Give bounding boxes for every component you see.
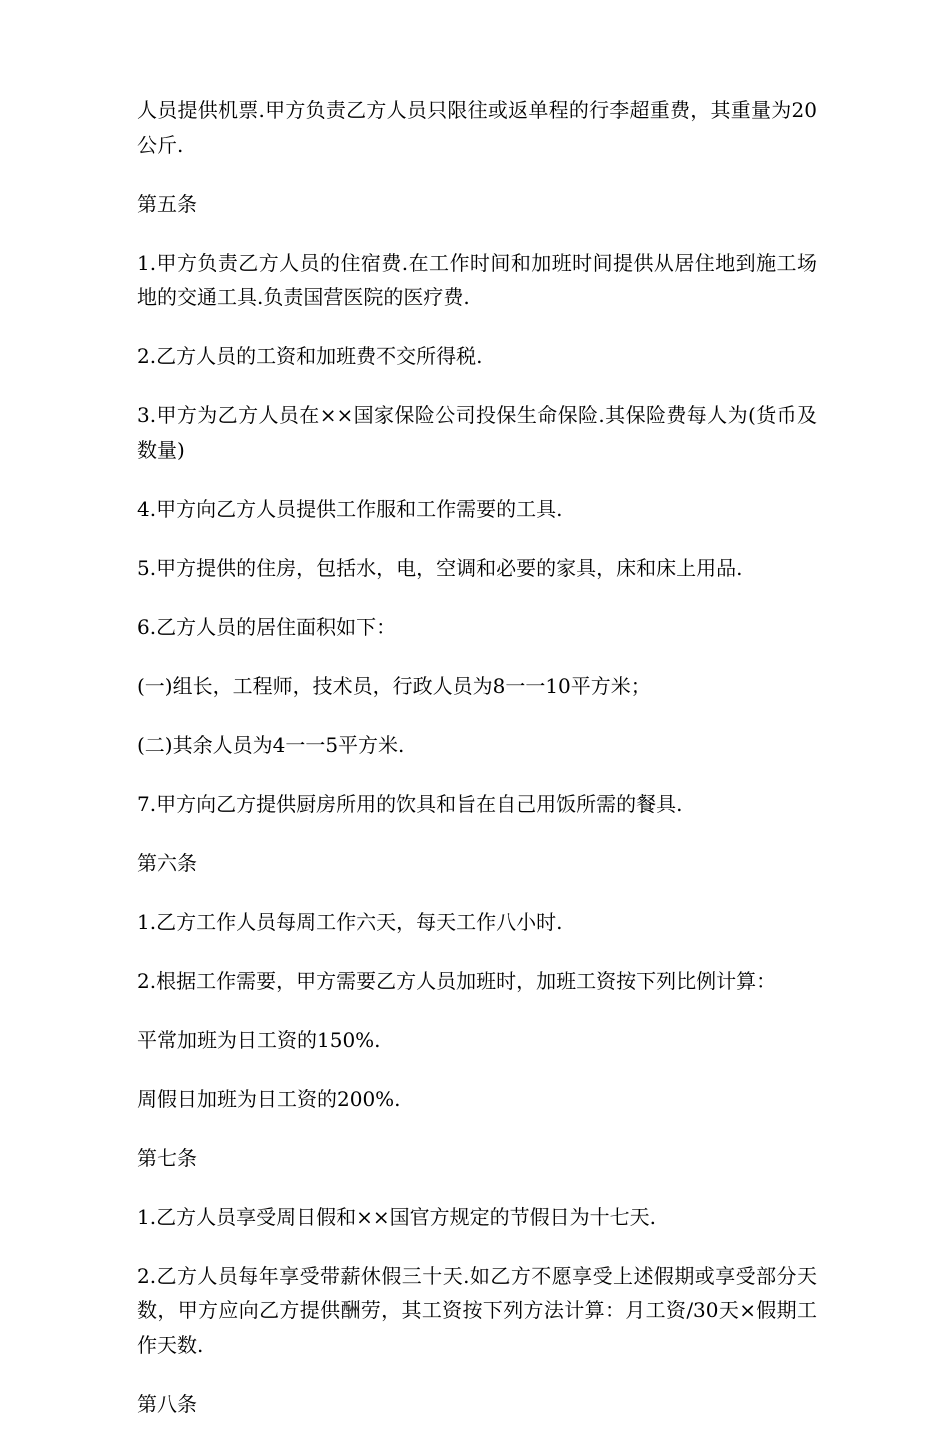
article-5-clause-6: 6.乙方人员的居住面积如下： bbox=[137, 614, 397, 639]
article-8-heading: 第八条 bbox=[137, 1391, 197, 1416]
article-6-heading: 第六条 bbox=[137, 850, 197, 875]
article-5-clause-2: 2.乙方人员的工资和加班费不交所得税. bbox=[137, 344, 483, 368]
article-5-clause-4: 4.甲方向乙方人员提供工作服和工作需要的工具. bbox=[137, 496, 563, 521]
article-5-clause-1: 1.甲方负责乙方人员的住宿费.在工作时间和加班时间提供从居住地到施工场地的交通工具.负责国营医院的医疗费. bbox=[137, 250, 817, 309]
article-7-clause-1: 1.乙方人员享受周日假和××国官方规定的节假日为十七天. bbox=[137, 1204, 656, 1229]
article-7-heading: 第七条 bbox=[137, 1145, 197, 1170]
article-5-clause-5: 5.甲方提供的住房，包括水，电，空调和必要的家具，床和床上用品. bbox=[137, 555, 743, 580]
article-5-clause-6-item-2: (二)其余人员为4一一5平方米. bbox=[137, 732, 405, 757]
article-5-clause-7: 7.甲方向乙方提供厨房所用的饮具和旨在自己用饭所需的餐具. bbox=[137, 791, 683, 816]
article-6-overtime-holiday: 周假日加班为日工资的200%. bbox=[137, 1086, 401, 1111]
article-6-overtime-regular: 平常加班为日工资的150%. bbox=[137, 1027, 381, 1052]
article-5-heading: 第五条 bbox=[137, 191, 197, 216]
article-5-clause-3: 3.甲方为乙方人员在××国家保险公司投保生命保险.其保险费每人为(货币及数量) bbox=[137, 403, 817, 462]
document-page bbox=[137, 93, 817, 1446]
paragraph-airfare-luggage: 人员提供机票.甲方负责乙方人员只限往或返单程的行李超重费，其重量为20公斤. bbox=[137, 98, 817, 157]
article-7-clause-2: 2.乙方人员每年享受带薪休假三十天.如乙方不愿享受上述假期或享受部分天数，甲方应向乙方提供酬劳，其工资按下列方法计算：月工资/30天×假期工作天数. bbox=[137, 1263, 817, 1357]
article-6-clause-2: 2.根据工作需要，甲方需要乙方人员加班时，加班工资按下列比例计算： bbox=[137, 968, 777, 993]
article-6-clause-1: 1.乙方工作人员每周工作六天，每天工作八小时. bbox=[137, 909, 563, 934]
article-5-clause-6-item-1: (一)组长，工程师，技术员，行政人员为8一一10平方米； bbox=[137, 673, 651, 698]
